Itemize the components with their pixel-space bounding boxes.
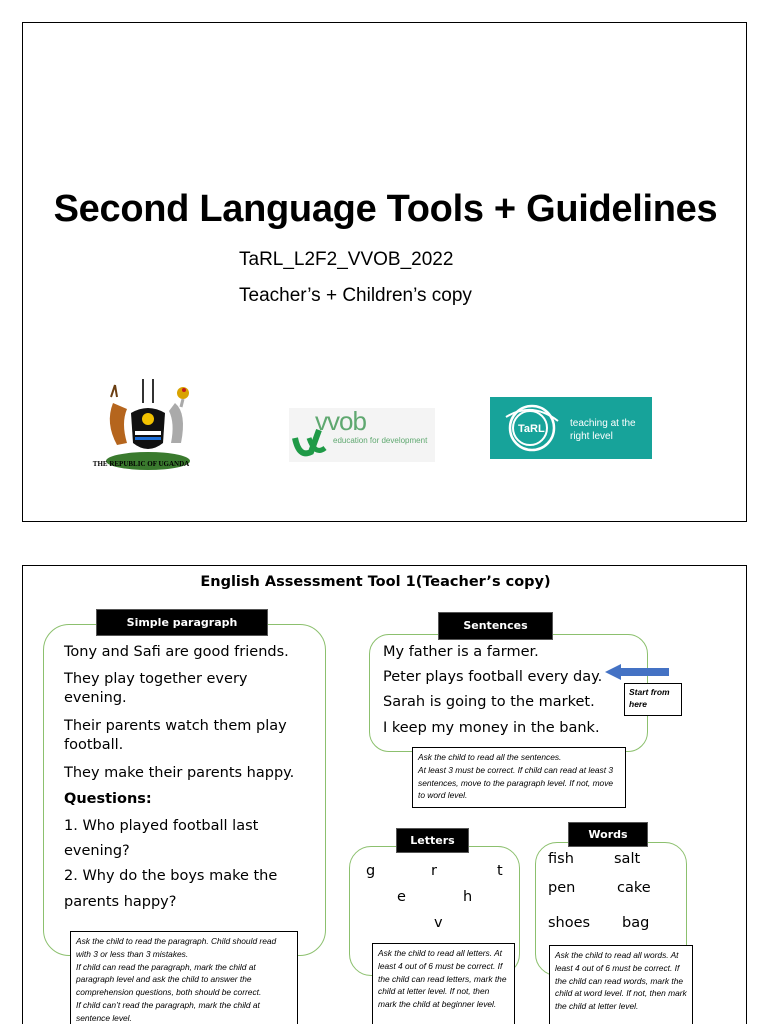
sentence-line: Peter plays football every day. [383,669,603,685]
note-line: If child can’t read the paragraph, mark the child at sentence level. [76,999,260,1023]
letter-item: v [434,915,443,931]
left-arrow-icon [605,664,669,680]
word-item: pen [548,880,576,896]
letter-item: t [497,863,503,879]
word-item: shoes [548,915,591,931]
letter-item: h [463,889,473,905]
tarl-circles-icon [494,397,570,459]
word-item: bag [622,915,650,931]
sentence-line: My father is a farmer. [383,644,539,660]
word-item: cake [617,880,651,896]
paragraph-line: They make their parents happy. [64,765,295,781]
start-from-here-label: Start from here [624,683,682,716]
cover-subtitle-code: TaRL_L2F2_VVOB_2022 [239,249,454,270]
note-line: Ask the child to read all letters. At least 4 out of 6 must be correct. If the child can read letters, mark the child at letter level. If not, then mark the child at beginner level. [378,948,507,1010]
question-line: 2. Why do the boys make the [64,868,278,884]
word-item: salt [614,851,641,867]
sentence-line: Sarah is going to the market. [383,694,595,710]
vvob-tagline: education for development [333,436,428,445]
vvob-wordmark: vvob [315,406,366,436]
note-line: Ask the child to read all the sentences. [418,752,562,762]
paragraph-header: Simple paragraph [96,609,268,636]
letter-item: r [431,863,437,879]
uganda-logo-caption: THE REPUBLIC OF UGANDA [92,460,190,468]
note-line: At least 3 must be correct. If child can read at least 3 sentences, move to the paragraph level. If not, move to word level. [418,764,614,801]
paragraph-line: Tony and Safi are good friends. [64,644,289,660]
paragraph-line: They play together every evening. [64,671,248,706]
cover-slide [22,22,747,522]
paragraph-instructions [70,931,298,1024]
letter-item: g [366,863,376,879]
note-line: Ask the child to read the paragraph. Child should read with 3 or less than 3 mistakes. [76,936,277,959]
assessment-slide [22,565,747,1024]
note-line: If child can read the paragraph, mark the child at paragraph level and ask the child to answer the comprehension questions, both should be correct. [76,961,262,998]
letter-item: e [397,889,406,905]
letters-header: Letters [396,828,469,853]
uganda-coat-of-arms-logo [83,373,213,473]
words-instructions [549,945,693,1024]
vvob-logo [289,408,435,462]
word-item: fish [548,851,574,867]
assessment-title: English Assessment Tool 1(Teacher’s copy) [200,574,551,590]
note-line: Ask the child to read all words. At least 4 out of 6 must be correct. If the child can read words, mark the child at word level. If not, then mark the child at letter level. [555,950,687,1012]
sentences-header: Sentences [438,612,553,640]
tarl-mark-text: TaRL [518,423,545,435]
question-line: parents happy? [64,894,177,910]
sentence-line: I keep my money in the bank. [383,720,600,736]
question-line: 1. Who played football last [64,818,259,834]
words-header: Words [568,822,648,847]
question-line: evening? [64,843,130,859]
questions-label: Questions: [64,791,152,807]
cover-title: Second Language Tools + Guidelines [53,188,718,230]
letters-instructions [372,943,515,1024]
sentences-instructions [412,747,626,808]
tarl-logo [490,397,652,459]
tarl-tagline: teaching at the right level [570,418,636,442]
paragraph-line: Their parents watch them play football. [64,718,287,753]
cover-subtitle-copy: Teacher’s + Children’s copy [239,285,472,306]
